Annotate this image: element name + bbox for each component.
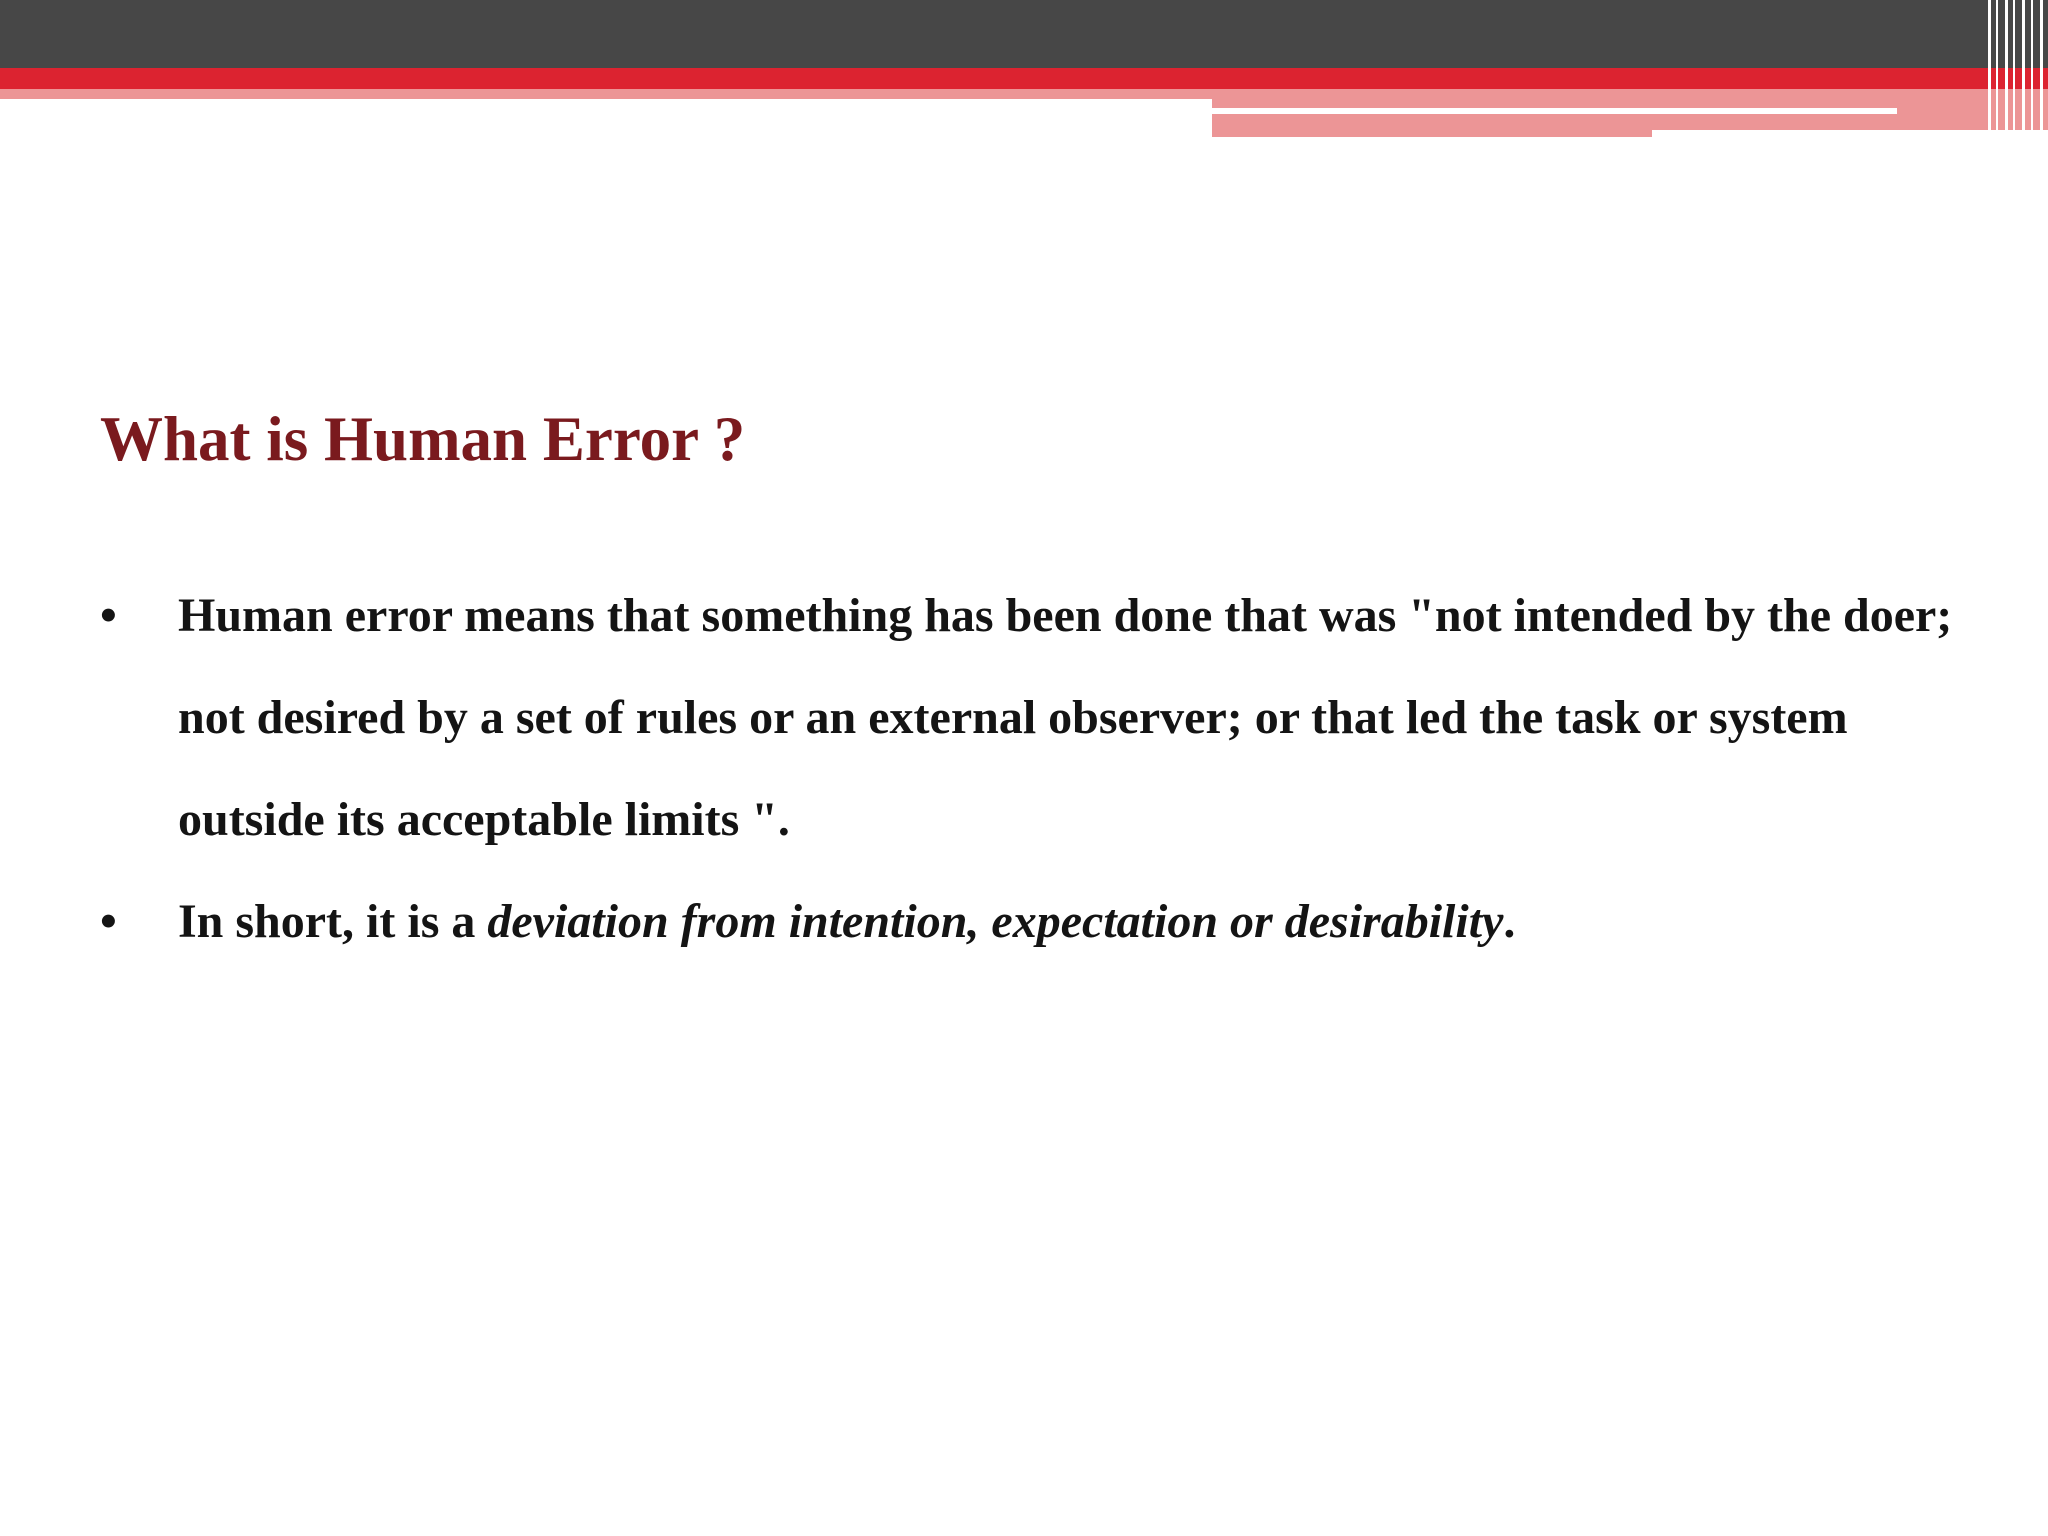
bullet-list <box>100 565 1960 973</box>
bullet-dot-icon: • <box>100 895 117 948</box>
header-pink-band-left <box>0 89 1212 99</box>
header-stripe <box>2013 0 2015 136</box>
header-stripe <box>2005 0 2008 136</box>
bullet-dot-icon: • <box>100 589 117 642</box>
header-stripe <box>2040 0 2043 136</box>
header-dark-band <box>0 0 2048 68</box>
bullet-text: Human error means that something has been done that was "not intended by the doer; not desired by a set of rules or an external observer; or that led the task or system outside its acceptable limits ". <box>178 589 1953 846</box>
bullet-item <box>100 565 1960 871</box>
header-red-band <box>0 68 2048 89</box>
header-stripe <box>1996 0 1998 136</box>
header-stripe <box>2031 0 2033 136</box>
bullet-text-emphasis: deviation from intention, expectation or desirability <box>487 895 1504 948</box>
header-stripe <box>1988 0 1991 136</box>
slide-title: What is Human Error ? <box>100 404 746 474</box>
header-stripe <box>2022 0 2025 136</box>
bullet-text-prefix: In short, it is a <box>178 895 488 948</box>
bullet-text-suffix: . <box>1503 895 1516 948</box>
bullet-item <box>100 871 1960 973</box>
header-white-line <box>1212 108 1897 114</box>
